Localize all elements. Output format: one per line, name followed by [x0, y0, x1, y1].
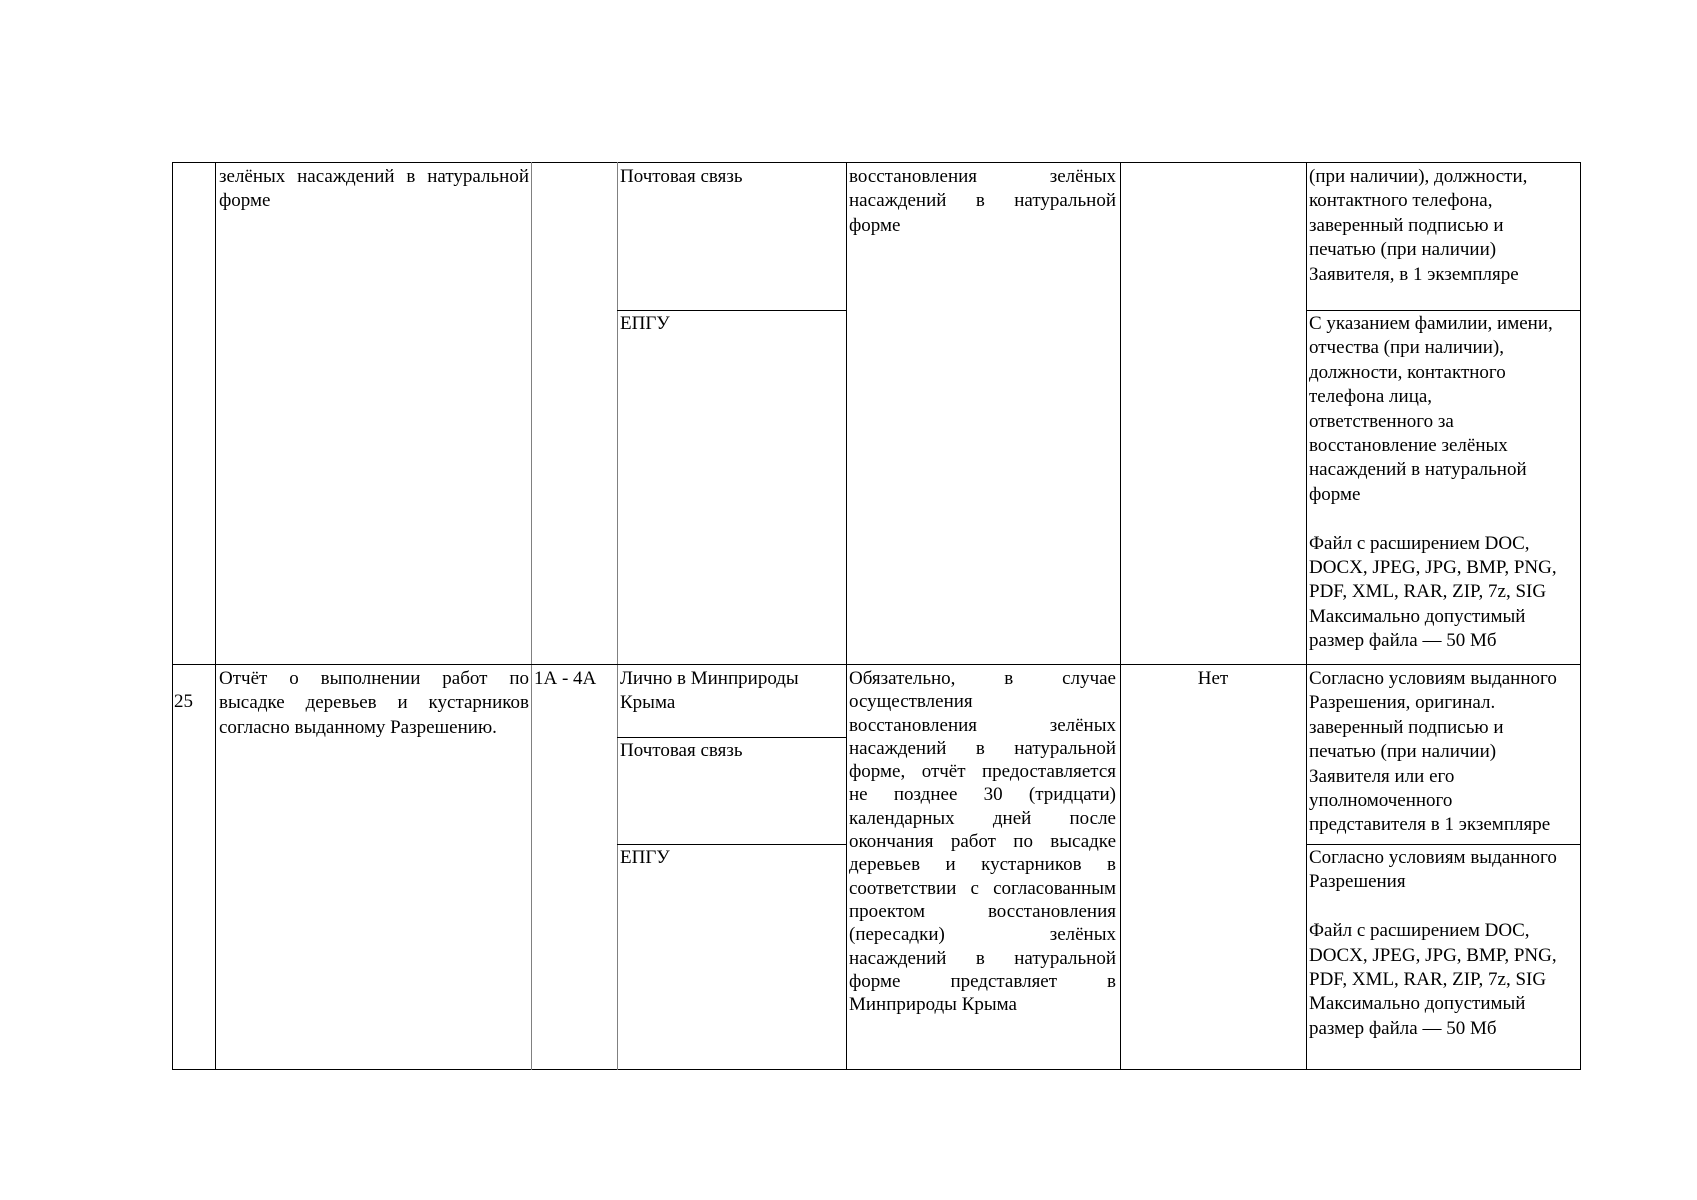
- table-left-border: [172, 162, 173, 1070]
- table-bottom-border: [172, 1069, 1581, 1070]
- channel-cell-epgu: ЕПГУ: [620, 313, 670, 334]
- channel-cell-post: Почтовая связь: [620, 740, 743, 761]
- channel-separator: [617, 844, 847, 845]
- column-separator: [1120, 162, 1121, 1070]
- required-cell: Нет: [1197, 668, 1229, 689]
- channel-separator: [617, 310, 847, 311]
- table-right-border: [1580, 162, 1581, 1070]
- condition-cell: восстановления зелёных насаждений в натуральной форме: [849, 166, 1116, 236]
- code-cell: 1А - 4А: [534, 668, 597, 689]
- column-separator: [215, 162, 216, 1070]
- column-separator: [1306, 162, 1307, 1070]
- document-name-cell: зелёных насаждений в натуральной форме: [219, 166, 529, 212]
- channel-separator: [617, 737, 847, 738]
- requirement-cell-in-person-post: Согласно условиям выданного Разрешения, оригинал. заверенный подписью и печатью (при наличии) Заявителя или его уполномоченного представителя в 1 экземпляре: [1309, 668, 1557, 836]
- requirement-separator: [1306, 310, 1581, 311]
- requirement-cell-epgu: С указанием фамилии, имени, отчества (при наличии), должности, контактного телефона лица, ответственного за восстановление зелёных насаждений в натуральной форме Файл с расширением DOC, DOCX, JPEG, JPG, BMP, PNG, PDF, XML, RAR, ZIP, 7z, SIG Максимально допустимый размер файла — 50 Мб: [1309, 313, 1557, 652]
- table-top-border: [172, 162, 1581, 163]
- document-name-cell: Отчёт о выполнении работ по высадке деревьев и кустарников согласно выданному Разрешению.: [219, 668, 529, 738]
- column-separator: [846, 162, 847, 1070]
- requirement-separator: [1306, 844, 1581, 845]
- channel-cell-in-person: Лично в Минприроды Крыма: [620, 668, 799, 714]
- row-separator: [172, 664, 1581, 665]
- column-separator: [531, 162, 532, 1070]
- channel-cell-post: Почтовая связь: [620, 166, 743, 187]
- channel-cell-epgu: ЕПГУ: [620, 847, 670, 868]
- requirement-cell-epgu: Согласно условиям выданного Разрешения Файл с расширением DOC, DOCX, JPEG, JPG, BMP, PNG, PDF, XML, RAR, ZIP, 7z, SIG Максимально допустимый размер файла — 50 Мб: [1309, 847, 1557, 1039]
- row-number-cell: 25: [174, 691, 193, 712]
- condition-cell: Обязательно, в случае осуществления восстановления зелёных насаждений в натуральной форме, отчёт предоставляется не позднее 30 (тридцати) календарных дней после окончания работ по высадке деревьев и кустарников в соответствии с согласованным проектом восстановления (пересадки) зелёных насаждений в натуральной форме представляет в Минприроды Крыма: [849, 668, 1116, 1016]
- column-separator: [617, 162, 618, 1070]
- requirement-cell-post: (при наличии), должности, контактного телефона, заверенный подписью и печатью (при наличии) Заявителя, в 1 экземпляре: [1309, 166, 1528, 285]
